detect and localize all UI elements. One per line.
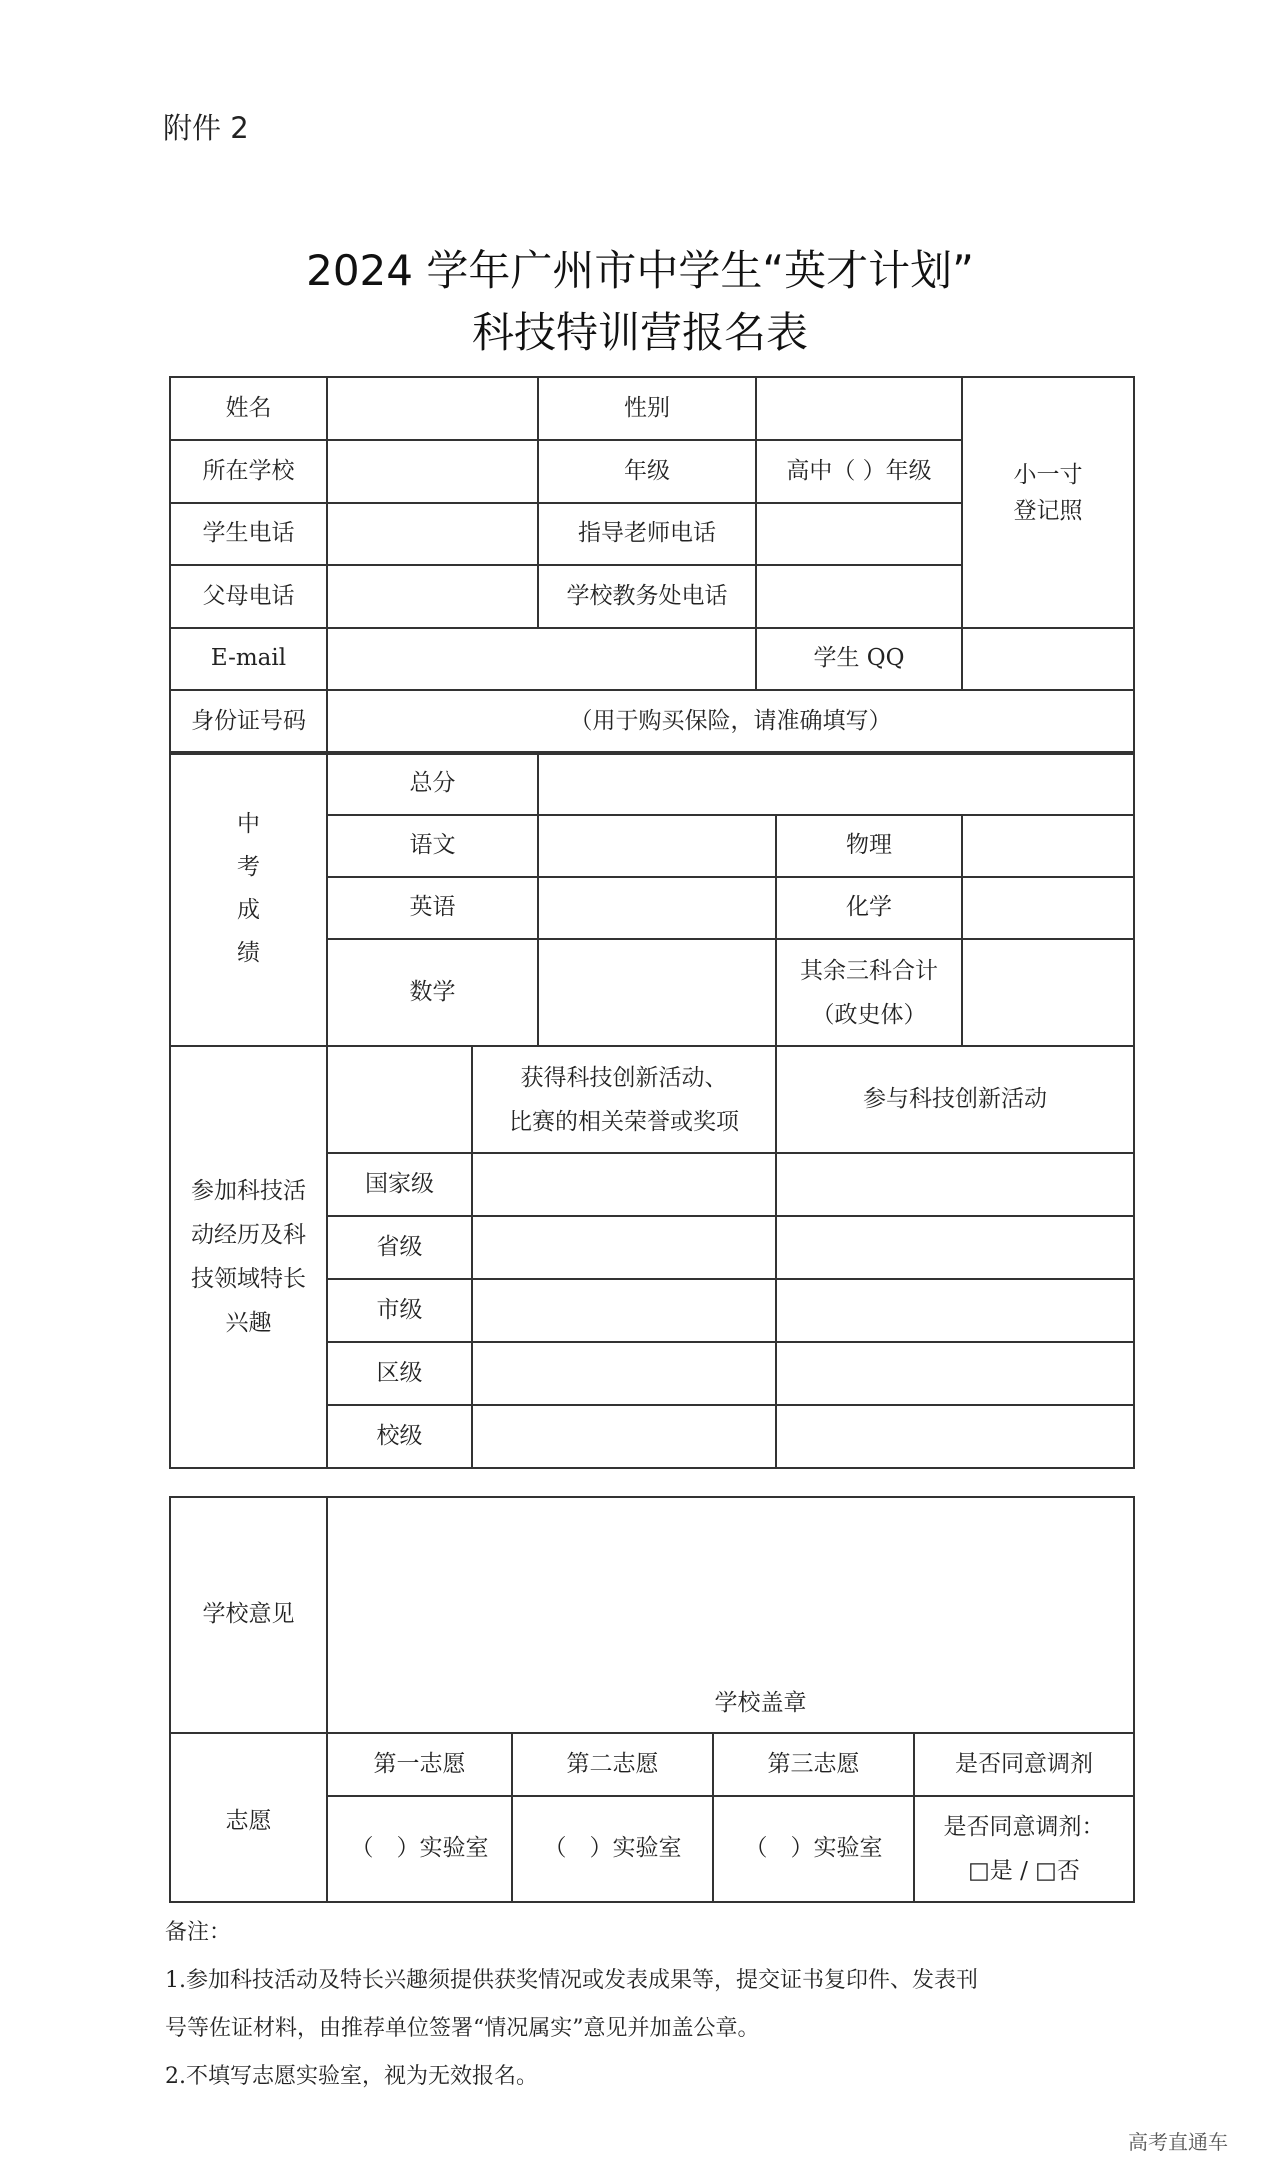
label-id: 身份证号码 — [170, 690, 327, 754]
opinion-label: 学校意见 — [170, 1497, 327, 1733]
chemistry-field[interactable] — [962, 877, 1134, 939]
note-1b: 号等佐证材料，由推荐单位签署“情况属实”意见并加盖公章。 — [165, 2016, 760, 2041]
label-math: 数学 — [327, 939, 538, 1046]
photo-box — [962, 377, 1134, 628]
office-phone-field[interactable] — [756, 565, 962, 628]
wish-header-3: 第三志愿 — [713, 1733, 914, 1796]
math-field[interactable] — [538, 939, 776, 1046]
parent-phone-field[interactable] — [327, 565, 538, 628]
wish-header-2: 第二志愿 — [512, 1733, 713, 1796]
level-label: 校级 — [327, 1405, 472, 1468]
wish-field-3[interactable]: （ ）实验室 — [713, 1796, 914, 1902]
opinion-wish-table — [169, 1496, 1135, 1903]
others-field[interactable] — [962, 939, 1134, 1046]
label-school: 所在学校 — [170, 440, 327, 503]
opinion-field[interactable] — [327, 1497, 1134, 1733]
activities-field[interactable] — [776, 1216, 1134, 1279]
science-table — [169, 1045, 1135, 1469]
awards-field[interactable] — [472, 1405, 776, 1468]
id-field[interactable]: （用于购买保险，请准确填写） — [327, 690, 1134, 754]
form-title: 2024 学年广州市中学生“英才计划” — [306, 246, 974, 295]
activities-field[interactable] — [776, 1405, 1134, 1468]
label-office-phone: 学校教务处电话 — [538, 565, 756, 628]
level-label: 国家级 — [327, 1153, 472, 1216]
label-physics: 物理 — [776, 815, 962, 877]
grade-field[interactable]: 高中（ ）年级 — [756, 440, 962, 503]
form-subtitle: 科技特训营报名表 — [471, 308, 808, 357]
photo-label: 登记照 — [1013, 497, 1083, 524]
note-2: 2.不填写志愿实验室，视为无效报名。 — [165, 2064, 538, 2089]
physics-field[interactable] — [962, 815, 1134, 877]
blank-header — [327, 1046, 472, 1153]
wish-field-2[interactable]: （ ）实验室 — [512, 1796, 713, 1902]
label-english: 英语 — [327, 877, 538, 939]
notes-title: 备注： — [165, 1920, 232, 1945]
label-total: 总分 — [327, 752, 538, 815]
basic-info-table — [169, 376, 1135, 755]
scores-label: 中 考 成 绩 — [170, 752, 327, 1046]
label-qq: 学生 QQ — [756, 628, 962, 690]
label-teacher-phone: 指导老师电话 — [538, 503, 756, 565]
qq-field[interactable] — [962, 628, 1134, 690]
label-gender: 性别 — [538, 377, 756, 440]
activities-field[interactable] — [776, 1279, 1134, 1342]
level-label: 省级 — [327, 1216, 472, 1279]
level-label: 市级 — [327, 1279, 472, 1342]
activities-field[interactable] — [776, 1342, 1134, 1405]
watermark: 高考直通车 — [1128, 2130, 1228, 2154]
label-chinese: 语文 — [327, 815, 538, 877]
student-phone-field[interactable] — [327, 503, 538, 565]
adjust-field[interactable]: 是否同意调剂： □是 / □否 — [914, 1796, 1134, 1902]
photo-label: 小一寸 — [1013, 462, 1083, 488]
activities-field[interactable] — [776, 1153, 1134, 1216]
note-1a: 1.参加科技活动及特长兴趣须提供获奖情况或发表成果等，提交证书复印件、发表刊 — [165, 1968, 978, 1993]
english-field[interactable] — [538, 877, 776, 939]
label-others: 其余三科合计 （政史体） — [776, 939, 962, 1046]
awards-field[interactable] — [472, 1342, 776, 1405]
school-field[interactable] — [327, 440, 538, 503]
awards-field[interactable] — [472, 1153, 776, 1216]
wish-label: 志愿 — [170, 1733, 327, 1902]
teacher-phone-field[interactable] — [756, 503, 962, 565]
science-label: 参加科技活动经历及科技领域特长兴趣 — [170, 1046, 327, 1468]
name-field[interactable] — [327, 377, 538, 440]
seal-label: 学校盖章 — [714, 1690, 807, 1717]
wish-header-1: 第一志愿 — [327, 1733, 512, 1796]
label-email: E-mail — [170, 628, 327, 690]
label-name: 姓名 — [170, 377, 327, 440]
level-label: 区级 — [327, 1342, 472, 1405]
email-field[interactable] — [327, 628, 756, 690]
wish-field-1[interactable]: （ ）实验室 — [327, 1796, 512, 1902]
chinese-field[interactable] — [538, 815, 776, 877]
awards-header: 获得科技创新活动、 比赛的相关荣誉或奖项 — [472, 1046, 776, 1153]
label-parent-phone: 父母电话 — [170, 565, 327, 628]
total-field[interactable] — [538, 752, 1134, 815]
gender-field[interactable] — [756, 377, 962, 440]
awards-field[interactable] — [472, 1279, 776, 1342]
scores-table — [169, 751, 1135, 1047]
label-chemistry: 化学 — [776, 877, 962, 939]
adjust-header: 是否同意调剂 — [914, 1733, 1134, 1796]
label-student-phone: 学生电话 — [170, 503, 327, 565]
activities-header: 参与科技创新活动 — [776, 1046, 1134, 1153]
adjust-checkboxes[interactable]: □是 / □否 — [968, 1858, 1080, 1884]
label-grade: 年级 — [538, 440, 756, 503]
attachment-label: 附件 2 — [163, 111, 249, 145]
awards-field[interactable] — [472, 1216, 776, 1279]
